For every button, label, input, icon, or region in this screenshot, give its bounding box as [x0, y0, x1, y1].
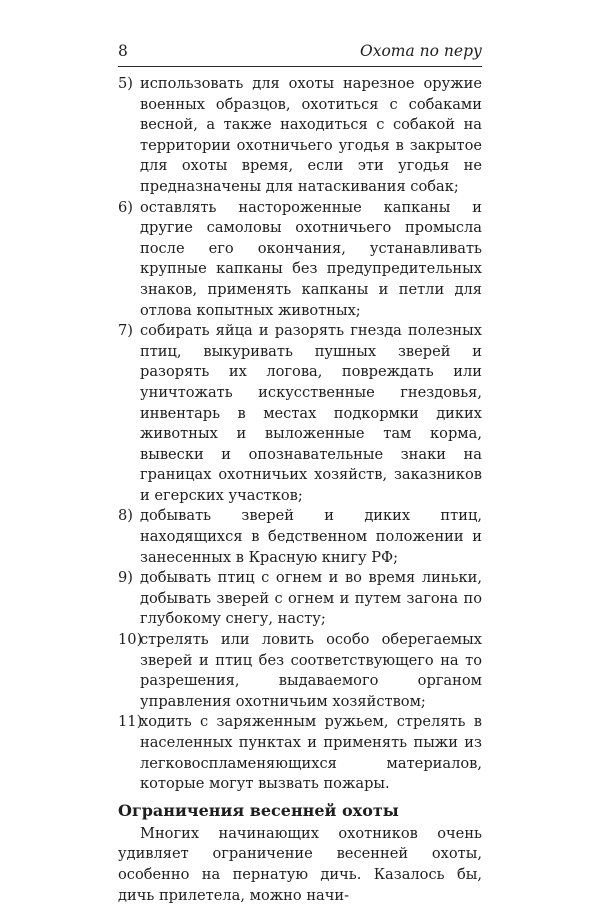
list-item-number: 8) [118, 507, 133, 525]
section-heading: Ограничения весенней охоты [118, 800, 399, 820]
list-item-number: 9) [118, 569, 133, 587]
running-title: Охота по перу [360, 42, 482, 60]
list-item [118, 630, 482, 712]
list-item-number: 6) [118, 198, 133, 216]
list-item [118, 74, 482, 198]
running-header [118, 42, 482, 67]
list-item-text: собирать яйца и разорять гнезда полезных птиц, выкуривать пушных зверей и разорять их логова, повреждать или уничтожать искусственные гнездовья, инвентарь в местах подкормки диких животных и выложенные там корма, вывески и опознавательные знаки на границах охотничьих хозяйств, заказников и егерских участков; [140, 322, 482, 504]
list-item-text: использовать для охоты нарезное оружие военных образцов, охотиться с собаками весной, а также находиться с собакой на территории охотничьего угодья в закрытое для охоты время, если эти угодья не предназначены для натаскивания собак; [140, 75, 482, 195]
prohibitions-list [118, 74, 482, 795]
list-item [118, 321, 482, 506]
list-item [118, 506, 482, 568]
list-item [118, 198, 482, 322]
list-item-number: 10) [118, 631, 143, 649]
section-paragraph: Многих начинающих охотников очень удивляет ограничение весенней охоты, особенно на пернатую дичь. Казалось бы, дичь прилетела, можно начи- [118, 824, 482, 904]
list-item-text: добывать зверей и диких птиц, находящихся в бедственном положении и занесенных в Красную книгу РФ; [140, 507, 482, 566]
list-item-text: стрелять или ловить особо оберегаемых зверей и птиц без соответствующего на то разрешения, выдаваемого органом управления охотничьим хозяйством; [140, 631, 482, 710]
list-item-number: 11) [118, 713, 143, 731]
page-number: 8 [118, 42, 128, 60]
list-item [118, 712, 482, 794]
list-item-text: добывать птиц с огнем и во время линьки, добывать зверей с огнем и путем загона по глубокому снегу, насту; [140, 569, 482, 628]
list-item-number: 7) [118, 322, 133, 340]
list-item-number: 5) [118, 75, 133, 92]
list-item-text: ходить с заряженным ружьем, стрелять в населенных пунктах и применять пыжи из легковоспламеняющихся материалов, которые могут вызвать пожары. [140, 713, 482, 793]
page-content [118, 74, 482, 906]
list-item-text: оставлять настороженные капканы и другие самоловы охотничьего промысла после его окончания, устанавливать крупные капканы без предупредительных знаков, применять капканы и петли для отлова копытных животных; [140, 198, 482, 319]
list-item [118, 568, 482, 630]
